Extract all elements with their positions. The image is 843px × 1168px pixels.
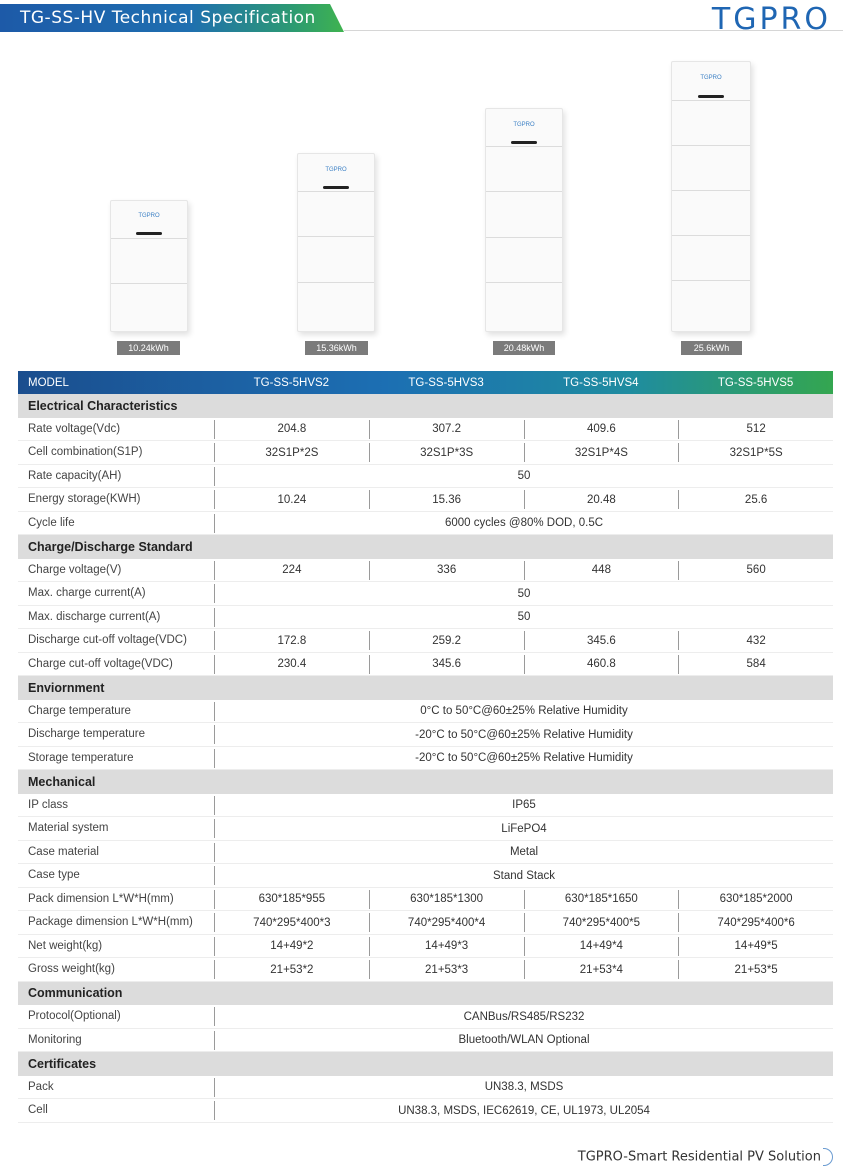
footer-tagline: [578, 1148, 833, 1166]
row-value: 204.8: [214, 420, 369, 439]
row-value: UN38.3, MSDS, IEC62619, CE, UL1973, UL2054: [214, 1101, 833, 1120]
table-row: [18, 911, 833, 935]
row-label: Protocol(Optional): [28, 1010, 121, 1023]
row-label: Net weight(kg): [28, 939, 103, 952]
row-label: Energy storage(KWH): [28, 493, 141, 506]
row-value: -20°C to 50°C@60±25% Relative Humidity: [214, 749, 833, 768]
row-label: Cell: [28, 1104, 48, 1117]
table-row: [18, 582, 833, 606]
row-label: Pack: [28, 1080, 54, 1093]
row-value: 307.2: [369, 420, 524, 439]
row-label: Max. charge current(A): [28, 587, 146, 600]
row-value: 409.6: [524, 420, 679, 439]
row-value: 50: [214, 467, 833, 486]
row-label: Discharge cut-off voltage(VDC): [28, 634, 187, 647]
row-value: -20°C to 50°C@60±25% Relative Humidity: [214, 725, 833, 744]
section-header: [18, 1052, 833, 1076]
row-label: Monitoring: [28, 1033, 82, 1046]
battery-stack-2: [110, 200, 188, 332]
row-value: 345.6: [369, 655, 524, 674]
row-label: Pack dimension L*W*H(mm): [28, 892, 174, 905]
row-value: 14+49*3: [369, 937, 524, 956]
table-row: [18, 794, 833, 818]
table-row: [18, 441, 833, 465]
row-value: 560: [678, 561, 833, 580]
table-row: [18, 1029, 833, 1053]
row-value: 584: [678, 655, 833, 674]
table-row: [18, 935, 833, 959]
model-header: MODEL: [28, 376, 69, 389]
row-value: 21+53*5: [678, 960, 833, 979]
row-value: 630*185*955: [214, 890, 369, 909]
stack-logo: TGPRO: [138, 213, 160, 219]
row-value: 224: [214, 561, 369, 580]
stack-handle: [698, 95, 724, 98]
stack-handle: [323, 186, 349, 189]
table-row: [18, 747, 833, 771]
model-column-header: TG-SS-5HVS4: [563, 376, 639, 389]
row-value: 21+53*4: [524, 960, 679, 979]
model-column-header: TG-SS-5HVS3: [408, 376, 484, 389]
row-value: 32S1P*2S: [214, 443, 369, 462]
capacity-label: 20.48kWh: [493, 341, 555, 355]
table-row: [18, 958, 833, 982]
section-header: [18, 394, 833, 418]
table-row: [18, 418, 833, 442]
row-value: 32S1P*4S: [524, 443, 679, 462]
row-value: 172.8: [214, 631, 369, 650]
section-title: Certificates: [28, 1056, 97, 1071]
row-value: 50: [214, 608, 833, 627]
capacity-label: 25.6kWh: [681, 341, 742, 355]
table-row: [18, 864, 833, 888]
battery-stack-4: [485, 108, 563, 332]
table-row: [18, 629, 833, 653]
battery-stack-5: [671, 61, 751, 332]
row-value: CANBus/RS485/RS232: [214, 1007, 833, 1026]
battery-stack-3: [297, 153, 375, 332]
row-value: IP65: [214, 796, 833, 815]
model-column-header: TG-SS-5HVS5: [717, 376, 794, 389]
stack-handle: [136, 232, 162, 235]
table-row: [18, 512, 833, 536]
row-value: 740*295*400*4: [369, 913, 524, 932]
row-value: 14+49*4: [524, 937, 679, 956]
section-header: [18, 770, 833, 794]
section-header: [18, 676, 833, 700]
row-label: Cycle life: [28, 516, 75, 529]
page-title: TG-SS-HV Technical Specification: [20, 8, 316, 28]
row-value: 740*295*400*5: [524, 913, 679, 932]
table-row: [18, 606, 833, 630]
table-row: [18, 465, 833, 489]
row-value: 630*185*1650: [524, 890, 679, 909]
row-value: 32S1P*5S: [678, 443, 833, 462]
row-value: 432: [678, 631, 833, 650]
row-value: UN38.3, MSDS: [214, 1078, 833, 1097]
row-value: 740*295*400*3: [214, 913, 369, 932]
brand-logo: TGPRO: [711, 2, 831, 37]
row-value: 230.4: [214, 655, 369, 674]
section-title: Enviornment: [28, 680, 105, 695]
row-value: 14+49*5: [678, 937, 833, 956]
row-value: 20.48: [524, 490, 679, 509]
stack-logo: TGPRO: [700, 75, 722, 81]
row-value: 345.6: [524, 631, 679, 650]
row-value: 15.36: [369, 490, 524, 509]
table-row: [18, 723, 833, 747]
row-label: Cell combination(S1P): [28, 446, 143, 459]
section-title: Charge/Discharge Standard: [28, 539, 193, 554]
capacity-label: 15.36kWh: [305, 341, 368, 355]
row-value: 10.24: [214, 490, 369, 509]
row-value: 460.8: [524, 655, 679, 674]
row-value: 630*185*1300: [369, 890, 524, 909]
row-label: Case type: [28, 869, 80, 882]
row-value: 630*185*2000: [678, 890, 833, 909]
section-title: Communication: [28, 986, 123, 1001]
table-row: [18, 1099, 833, 1123]
row-label: Material system: [28, 822, 109, 835]
capacity-label: 10.24kWh: [117, 341, 180, 355]
stack-logo: TGPRO: [513, 122, 535, 128]
section-title: Electrical Characteristics: [28, 398, 178, 413]
row-value: Stand Stack: [214, 866, 833, 885]
table-row: [18, 559, 833, 583]
row-label: Charge temperature: [28, 704, 131, 717]
section-header: [18, 982, 833, 1006]
row-value: 21+53*3: [369, 960, 524, 979]
row-value: 512: [678, 420, 833, 439]
row-label: Gross weight(kg): [28, 963, 115, 976]
row-value: 740*295*400*6: [678, 913, 833, 932]
row-value: 14+49*2: [214, 937, 369, 956]
row-value: 448: [524, 561, 679, 580]
row-label: Rate voltage(Vdc): [28, 422, 121, 435]
row-value: 6000 cycles @80% DOD, 0.5C: [214, 514, 833, 533]
row-label: Charge voltage(V): [28, 563, 122, 576]
row-label: Case material: [28, 845, 99, 858]
row-value: 32S1P*3S: [369, 443, 524, 462]
row-value: 336: [369, 561, 524, 580]
section-title: Mechanical: [28, 774, 96, 789]
table-row: [18, 841, 833, 865]
row-value: 259.2: [369, 631, 524, 650]
row-label: Rate capacity(AH): [28, 469, 122, 482]
row-value: 0°C to 50°C@60±25% Relative Humidity: [214, 702, 833, 721]
section-header: [18, 535, 833, 559]
table-row: [18, 1005, 833, 1029]
table-row: [18, 1076, 833, 1100]
table-row: [18, 700, 833, 724]
spec-table: [18, 371, 833, 1123]
footer-text: TGPRO-Smart Residential PV Solution: [577, 1149, 821, 1165]
table-header-row: [18, 371, 833, 394]
row-value: LiFePO4: [214, 819, 833, 838]
row-label: IP class: [28, 798, 69, 811]
row-label: Max. discharge current(A): [28, 610, 161, 623]
row-label: Storage temperature: [28, 751, 134, 764]
row-value: 50: [214, 584, 833, 603]
arc-icon: [823, 1148, 833, 1166]
row-value: 25.6: [678, 490, 833, 509]
row-value: Bluetooth/WLAN Optional: [214, 1031, 833, 1050]
model-column-header: TG-SS-5HVS2: [253, 376, 330, 389]
stack-handle: [511, 141, 537, 144]
stack-logo: TGPRO: [325, 167, 347, 173]
row-value: 21+53*2: [214, 960, 369, 979]
row-label: Package dimension L*W*H(mm): [28, 916, 193, 929]
row-value: Metal: [214, 843, 833, 862]
row-label: Discharge temperature: [28, 728, 145, 741]
table-row: [18, 888, 833, 912]
table-row: [18, 817, 833, 841]
row-label: Charge cut-off voltage(VDC): [28, 657, 173, 670]
table-row: [18, 488, 833, 512]
table-row: [18, 653, 833, 677]
